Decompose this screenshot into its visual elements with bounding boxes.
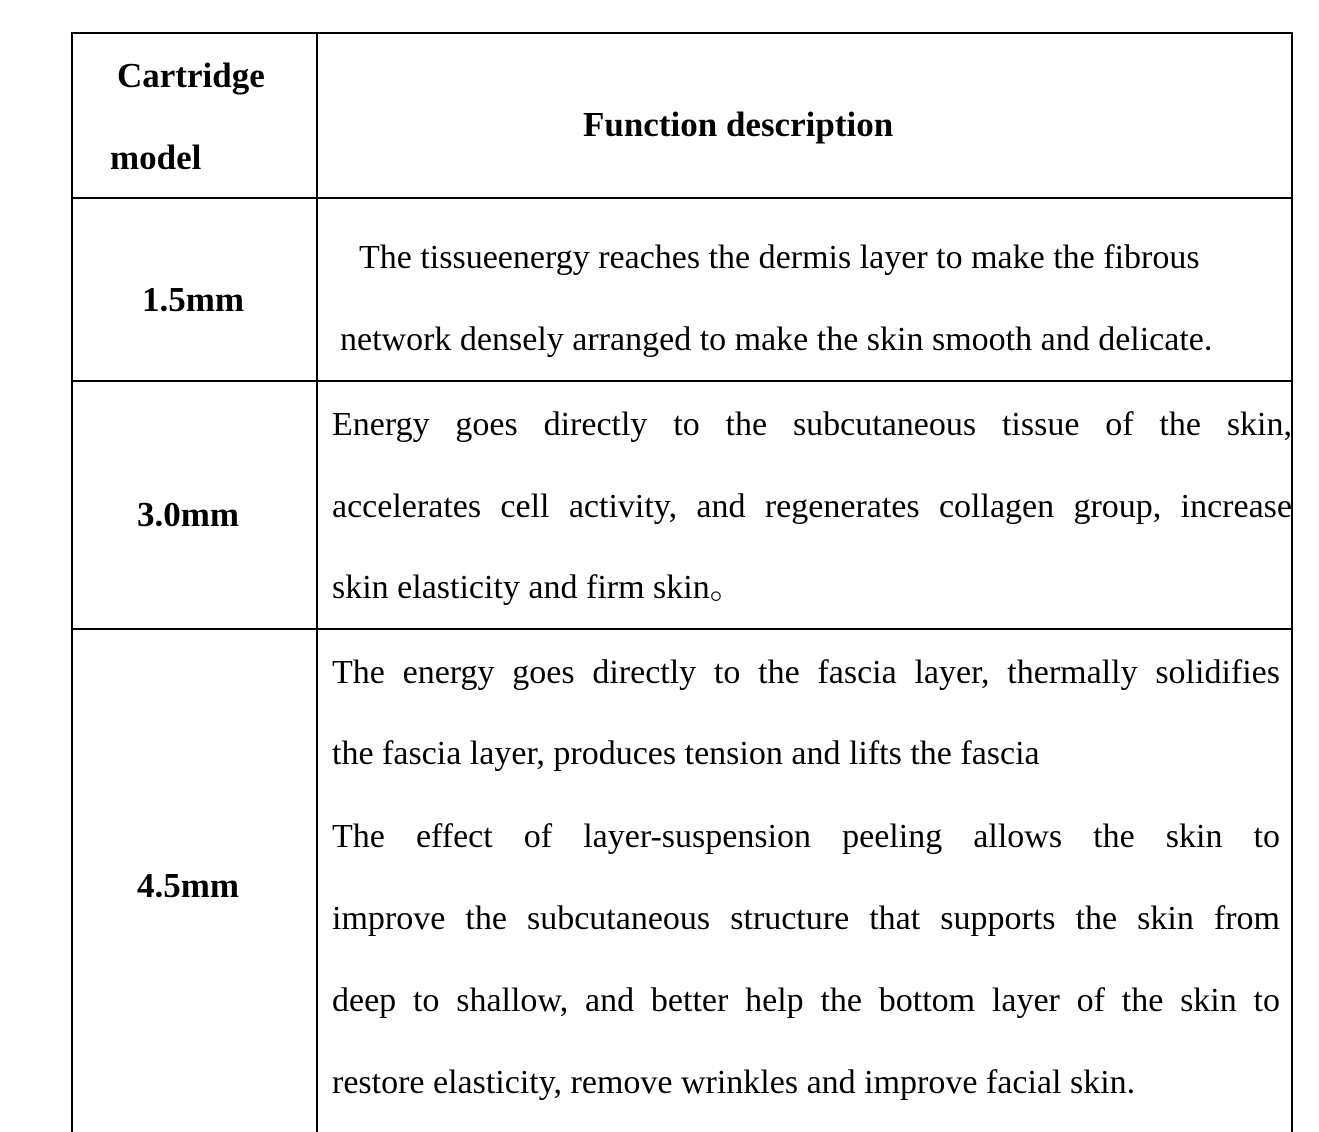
model-1-5mm: 1.5mm: [142, 280, 245, 319]
header-function-description: Function description: [583, 105, 894, 144]
row-divider-1: [71, 380, 1293, 382]
model-4-5mm: 4.5mm: [137, 866, 240, 905]
desc-3-0mm-line-3: skin elasticity and firm skin。: [332, 569, 744, 606]
desc-4-5mm-line-1: The energy goes directly to the fascia layer, thermally solidifies: [332, 654, 1280, 691]
desc-4-5mm-line-6: restore elasticity, remove wrinkles and improve facial skin.: [332, 1064, 1136, 1101]
header-model-line1: Cartridge: [117, 56, 265, 95]
desc-4-5mm-line-2: the fascia layer, produces tension and lifts the fascia: [332, 735, 1040, 772]
desc-1-5mm-line-1: The tissueenergy reaches the dermis layer to make the fibrous: [359, 239, 1200, 276]
desc-3-0mm-line-1: Energy goes directly to the subcutaneous tissue of the skin,: [332, 406, 1292, 443]
desc-3-0mm-line-2: accelerates cell activity, and regenerates collagen group, increase: [332, 488, 1292, 525]
desc-4-5mm-line-3: The effect of layer-suspension peeling allows the skin to: [332, 818, 1280, 855]
desc-4-5mm-line-4: improve the subcutaneous structure that supports the skin from: [332, 900, 1280, 937]
desc-1-5mm-line-2: network densely arranged to make the skin smooth and delicate.: [340, 321, 1213, 358]
header-divider: [71, 197, 1293, 199]
header-model-line2: model: [110, 138, 202, 177]
desc-4-5mm-line-5: deep to shallow, and better help the bottom layer of the skin to: [332, 982, 1280, 1019]
model-3-0mm: 3.0mm: [137, 495, 240, 534]
row-divider-2: [71, 628, 1293, 630]
